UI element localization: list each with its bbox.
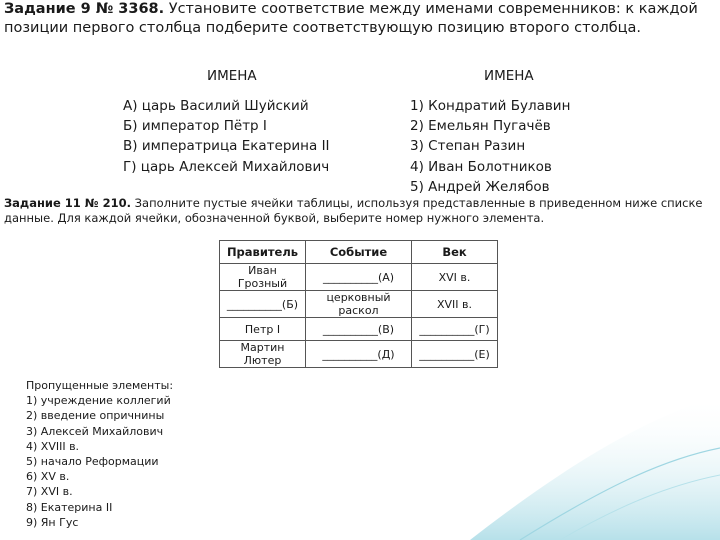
list-item: 8) Екатерина II: [26, 500, 113, 514]
table-cell: __________(Г): [412, 318, 498, 341]
list-item: 3) Степан Разин: [410, 138, 526, 155]
table-cell: Мартин Лютер: [220, 341, 306, 368]
table-cell: XVI в.: [412, 264, 498, 291]
list-item: 2) введение опричнины: [26, 409, 165, 423]
table-row: [220, 341, 498, 368]
table-row: [220, 264, 498, 291]
task9-left-list: [123, 96, 330, 177]
task9-statement: [4, 0, 716, 38]
list-item: 3) Алексей Михайлович: [26, 424, 164, 438]
table-header-cell: Век: [412, 241, 498, 264]
table-header-cell: Событие: [306, 241, 412, 264]
table-header-row: [220, 241, 498, 264]
list-item: Г) царь Алексей Михайлович: [123, 158, 330, 175]
task9-right-header: ИМЕНА: [484, 68, 534, 84]
table-cell: __________(В): [306, 318, 412, 341]
table-row: [220, 291, 498, 318]
list-item: В) императрица Екатерина II: [123, 138, 330, 155]
list-item: 5) начало Реформации: [26, 455, 159, 469]
list-item: 6) XV в.: [26, 470, 70, 484]
task11-table: [219, 240, 498, 368]
list-item: А) царь Василий Шуйский: [123, 98, 309, 114]
list-item: 1) учреждение коллегий: [26, 394, 171, 408]
list-item: 2) Емельян Пугачёв: [410, 118, 551, 135]
task11-statement: [4, 196, 716, 226]
list-item: 5) Андрей Желябов: [410, 178, 550, 195]
table-row: [220, 318, 498, 341]
task9-text: Установите соответствие между именами современников: к каждой позиции первого столбца подберите соответствующую позицию второго столбца.: [4, 1, 698, 36]
task11-text: Заполните пустые ячейки таблицы, используя представленные в приведенном ниже списке данные. Для каждой ячейки, обозначенной буквой, выберите номер нужного элемента.: [4, 196, 703, 225]
missing-elements-list: [26, 378, 173, 530]
table-cell: __________(А): [306, 264, 412, 291]
table-cell: __________(Б): [220, 291, 306, 318]
task9-right-list: [410, 96, 570, 197]
table-cell: церковный раскол: [306, 291, 412, 318]
task9-left-header: ИМЕНА: [207, 68, 257, 84]
list-item: 7) XVI в.: [26, 485, 73, 499]
list-item: 4) Иван Болотников: [410, 158, 552, 175]
table-cell: Иван Грозный: [220, 264, 306, 291]
table-cell: XVII в.: [412, 291, 498, 318]
task9-label: Задание 9 № 3368.: [4, 1, 165, 17]
table-cell: __________(Д): [306, 341, 412, 368]
table-cell: __________(Е): [412, 341, 498, 368]
list-item: 9) Ян Гус: [26, 515, 79, 529]
task11-label: Задание 11 № 210.: [4, 196, 132, 210]
list-item: 4) XVIII в.: [26, 439, 80, 453]
list-item: Б) император Пётр I: [123, 118, 267, 135]
table-cell: Петр I: [220, 318, 306, 341]
table-header-cell: Правитель: [220, 241, 306, 264]
missing-elements-title: Пропущенные элементы:: [26, 379, 174, 392]
list-item: 1) Кондратий Булавин: [410, 98, 571, 114]
